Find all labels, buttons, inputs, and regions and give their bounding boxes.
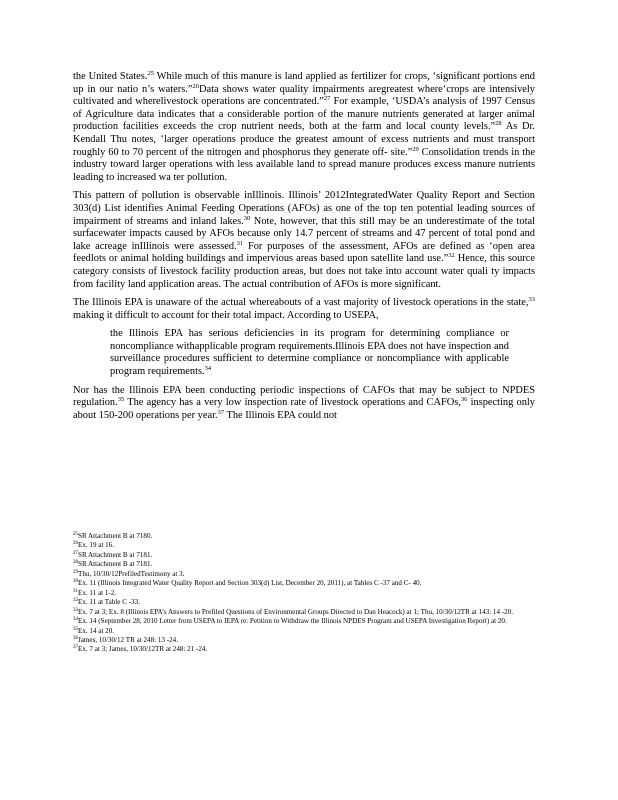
footnote	[73, 627, 543, 636]
footnote-number: 35	[73, 626, 78, 632]
footnote-ref: 32	[448, 252, 455, 260]
footnote-text: Ex. 7 at 3; Ex. 8 (Illinois EPA’s Answers to Prefiled Questions of Environmental Groups Directed to Dan Heacock) at 1; Thu, 10/30/12TR at 143: 14 -20.	[78, 607, 514, 616]
footnote-ref: 31	[236, 239, 244, 247]
footnote-number: 25	[73, 532, 78, 537]
footnote-text: SR Attachment B at 7181.	[78, 550, 153, 559]
paragraph-text: Nor has the Illinois EPA been conducting periodic inspections of CAFOs that may be subject to NPDES regulation.	[73, 384, 535, 409]
paragraph-2	[73, 190, 535, 291]
footnote	[73, 560, 543, 569]
footnote	[73, 645, 543, 654]
footnote-text: Ex. 11 (Illinois Integrated Water Quality Report and Section 303(d) List, December 20, 2011), at Tables C -37 and C- 40.	[78, 579, 422, 588]
footnote-text: Ex. 11 at Table C -33.	[78, 598, 140, 607]
footnote	[73, 598, 543, 607]
paragraph-3	[73, 297, 535, 322]
footnote-ref: 36	[460, 396, 468, 404]
footnote-ref: 29	[412, 145, 419, 153]
footnote-ref: 25	[147, 70, 154, 77]
footnote	[73, 579, 543, 588]
paragraph-text: Hence, this source category consists of livestock facility production areas, but does not take into account water quali ty impacts from facility land application areas. The actual contribution of AFOs is more significant.	[73, 253, 535, 290]
paragraph-text: inspecting only about 150-200 operations per year.	[73, 397, 535, 421]
paragraph-text: While much of this manure is land applied as fertilizer for crops, ‘significant portions end up in our natio n’s waters.”	[73, 71, 535, 95]
footnote	[73, 617, 543, 626]
footnote	[73, 570, 543, 579]
footnote-number: 29	[73, 569, 78, 575]
paragraph-text: The agency has a very low inspection rate of livestock operations and CAFOs,	[124, 397, 461, 409]
footnote-text: Ex. 19 at 16.	[78, 541, 115, 550]
paragraph-4	[73, 385, 535, 423]
block-quote	[73, 328, 535, 378]
footnote-text: Ex. 14 at 20.	[78, 626, 115, 635]
body-text	[73, 71, 535, 422]
paragraph-text: Note, however, that this still may be an underestimate of the total surfacewater impacts caused by AFOs because only 14.7 percent of streams and 47 percent of total pond and lake acreage inIllinois were assessed.	[73, 215, 535, 252]
paragraph-text: This pattern of pollution is observable inIllinois. Illinois’ 2012IntegratedWater Quality Report and Section 303(d) List identifies Animal Feeding Operations (AFOs) as one of the top ten potential leading sources of impairment of streams and inland lakes.	[73, 190, 535, 227]
footnote-number: 37	[73, 645, 78, 651]
footnote	[73, 551, 543, 560]
footnote-number: 34	[73, 617, 78, 623]
footnote	[73, 541, 543, 550]
paragraph-text: making it difficult to account for their total impact. According to USEPA,	[73, 309, 379, 321]
footnote-number: 28	[73, 560, 78, 566]
footnote-text: James, 10/30/12 TR at 248: 13 -24.	[78, 635, 178, 644]
paragraph-text: For purposes of the assessment, AFOs are defined as ‘open area feedlots or animal holding buildings and impervious areas based upon satellite land use.”	[73, 240, 535, 265]
footnote-text: Thu, 10/30/12PrefiledTestimony at 3.	[78, 569, 185, 578]
footnote	[73, 608, 543, 617]
paragraph-text: the United States.	[73, 71, 148, 82]
footnote-number: 36	[73, 635, 78, 641]
footnote-ref: 28	[495, 120, 502, 128]
footnote	[73, 532, 543, 541]
footnotes	[73, 532, 543, 655]
footnote-text: Ex. 11 at 1-2.	[78, 588, 117, 597]
footnote-text: SR Attachment B at 7180.	[78, 532, 153, 540]
paragraph-text: Data shows water quality impairments aregreatest where‘crops are intensively cultivated and wherelivestock operations are concentrated.”	[73, 83, 535, 108]
footnote-ref: 34	[204, 365, 212, 373]
footnote-number: 32	[73, 598, 78, 604]
footnote	[73, 589, 543, 598]
footnote-number: 33	[73, 607, 78, 613]
footnote-ref: 27	[323, 95, 331, 103]
footnote-number: 31	[73, 588, 78, 594]
footnote-ref: 33	[528, 296, 535, 304]
paragraph-text: As Dr. Kendall Thu notes, ‘larger operations produce the greatest amount of excess nutrients and must transport roughly 60 to 70 percent of the nitrogen and phosphorus they generate off- site.”	[73, 121, 535, 158]
quote-text: the Illinois EPA has serious deficiencies in its program for determining compliance or noncompliance withapplicable program requirements.Illinois EPA does not have inspection and surveillance procedures sufficient to determine compliance or noncompliance with applicable program requirements.	[110, 328, 509, 378]
footnote-number: 26	[73, 541, 78, 547]
footnote-ref: 35	[117, 396, 125, 404]
footnote-text: Ex. 14 (September 28, 2010 Letter from USEPA to IEPA re: Petition to Withdraw the Illinois NPDES Program and USEPA Investigation Report) at 20.	[78, 617, 507, 626]
footnote	[73, 636, 543, 645]
footnote-number: 27	[73, 550, 78, 556]
footnote-text: SR Attachment B at 7181.	[78, 560, 153, 569]
footnote-ref: 26	[192, 82, 199, 90]
footnote-text: Ex. 7 at 3; James, 10/30/12TR at 248: 21 -24.	[78, 645, 208, 654]
paragraph-1	[73, 71, 535, 184]
paragraph-text: The Illinois EPA could not	[224, 409, 337, 421]
paragraph-text: Consolidation trends in the industry toward larger operations with less available land to spread manure produces excess manure nutrients leading to increased wa ter pollution.	[73, 146, 535, 183]
footnote-ref: 30	[243, 214, 251, 222]
paragraph-text: For example, ‘USDA’s analysis of 1997 Census of Agriculture data indicates that a considerable portion of the manure nutrients generated at larger animal production facilities exceeds the crop nutrient needs, both at the farm and local county levels.”	[73, 96, 535, 133]
footnote-number: 30	[73, 579, 78, 585]
paragraph-text: The Illinois EPA is unaware of the actual whereabouts of a vast majority of livestock operations in the state,	[73, 297, 529, 309]
footnote-ref: 37	[217, 408, 225, 416]
